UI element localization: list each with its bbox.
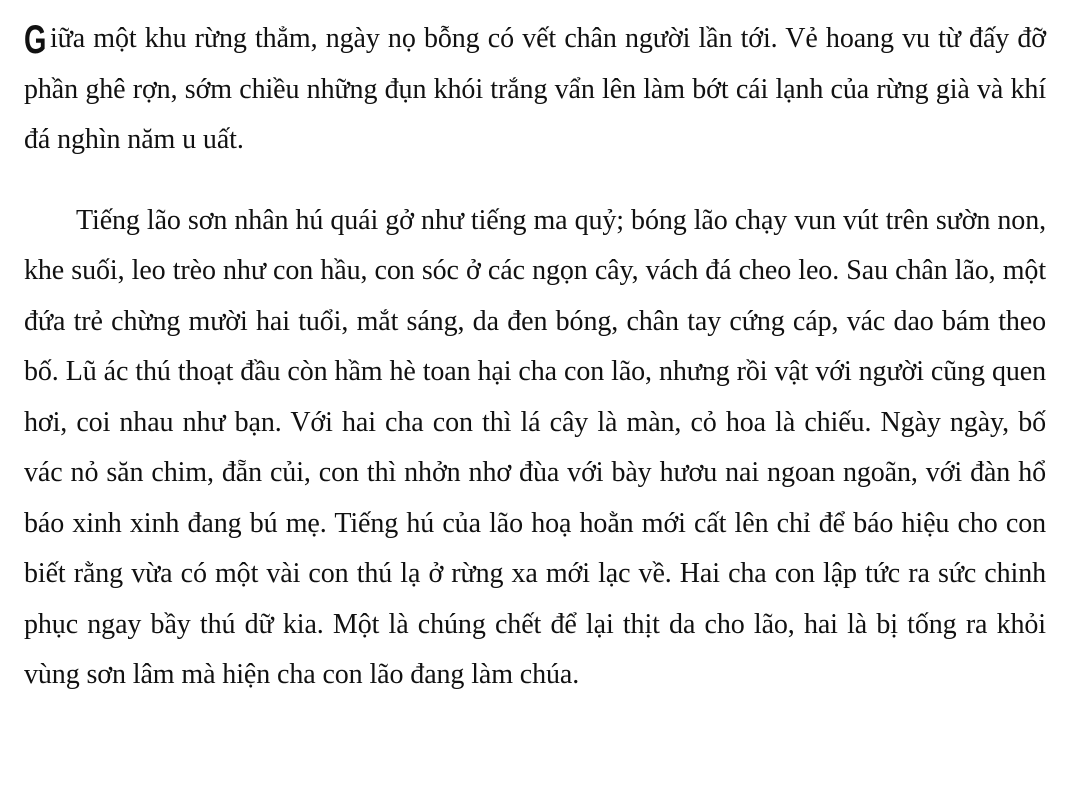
paragraph-2-text: Tiếng lão sơn nhân hú quái gở như tiếng ma quỷ; bóng lão chạy vun vút trên sườn non, khe suối, leo trèo như con hầu, con sóc ở các ngọn cây, vách đá cheo leo. Sau chân lão, một đứa trẻ chừng mười hai tuổi, mắt sáng, da đen bóng, chân tay cứng cáp, vác dao bám theo bố. Lũ ác thú thoạt đầu còn hầm hè toan hại cha con lão, nhưng rồi vật với người cũng quen hơi, coi nhau như bạn. Với hai cha con thì lá cây là màn, cỏ hoa là chiếu. Ngày ngày, bố vác nỏ săn chim, đẵn củi, con thì nhởn nhơ đùa với bày hươu nai ngoan ngoãn, với đàn hổ báo xinh xinh đang bú mẹ. Tiếng hú của lão hoạ hoằn mới cất lên chỉ để báo hiệu cho con biết rằng vừa có một vài con thú lạ ở rừng xa mới lạc về. Hai cha con lập tức ra sức chinh phục ngay bầy thú dữ kia. Một là chúng chết để lại thịt da cho lão, hai là bị tống ra khỏi vùng sơn lâm mà hiện cha con lão đang làm chúa. [24,204,1046,690]
paragraph-1 [24,14,1046,166]
paragraph-1-text: iữa một khu rừng thẳm, ngày nọ bỗng có vết chân người lần tới. Vẻ hoang vu từ đấy đỡ phần ghê rợn, sớm chiều những đụn khói trắng vẩn lên làm bớt cái lạnh của rừng già và khí đá nghìn năm u uất. [24,23,1046,155]
document-page [24,14,1046,701]
drop-cap-letter: G [24,18,47,62]
paragraph-2 [24,196,1046,701]
